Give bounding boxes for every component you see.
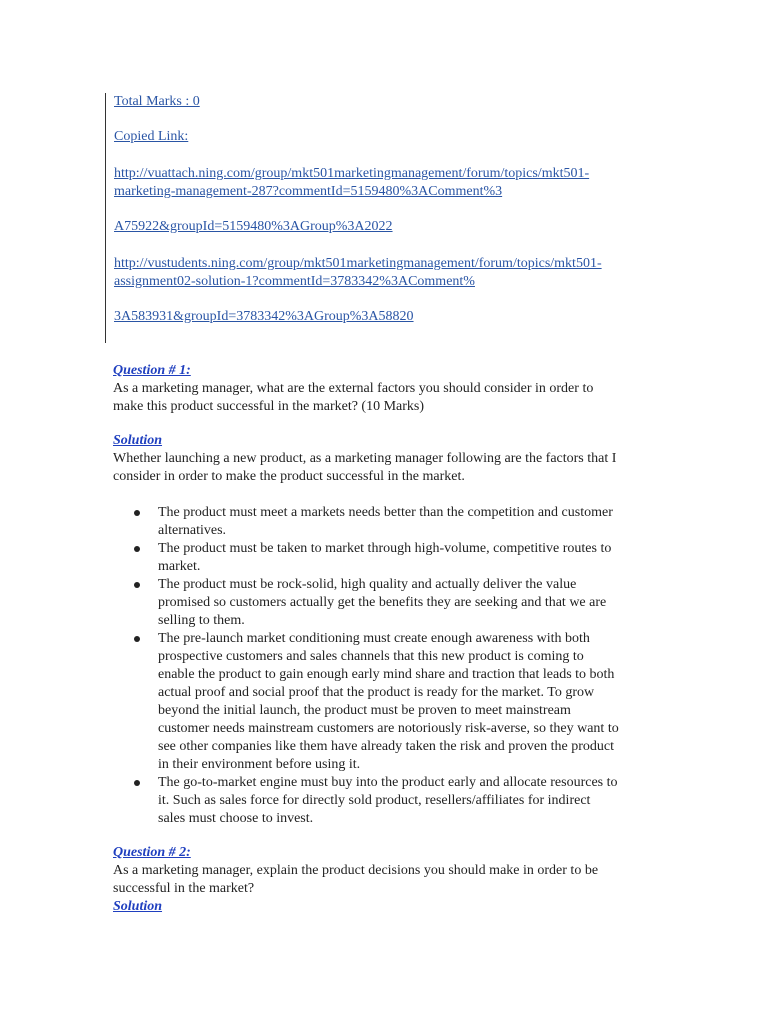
bullet-line: it. Such as sales force for directly sold product, resellers/affiliates for indirect xyxy=(158,793,591,808)
link2-line2[interactable]: assignment02-solution-1?commentId=3783342%3AComment% xyxy=(114,274,475,289)
question2-title: Question # 2: xyxy=(113,845,191,860)
bullet-item xyxy=(113,630,673,774)
header-block xyxy=(105,93,674,343)
question1-title: Question # 1: xyxy=(113,363,191,378)
total-marks: Total Marks : 0 xyxy=(114,94,200,109)
bullet-line: The go-to-market engine must buy into the product early and allocate resources to xyxy=(158,775,618,790)
link2-line1[interactable]: http://vustudents.ning.com/group/mkt501marketingmanagement/forum/topics/mkt501- xyxy=(114,256,602,271)
link1-line3[interactable]: A75922&groupId=5159480%3AGroup%3A2022 xyxy=(114,219,393,234)
question2-line1: As a marketing manager, explain the product decisions you should make in order to be xyxy=(113,863,599,878)
bullet-dot-icon xyxy=(134,636,140,642)
bullet-line: beyond the initial launch, the product must be proven to meet mainstream xyxy=(158,703,571,718)
bullet-line: prospective customers and sales channels that this new product is coming to xyxy=(158,649,584,664)
bullet-dot-icon xyxy=(134,510,140,516)
bullet-dot-icon xyxy=(134,546,140,552)
solution1-bullet-list xyxy=(113,504,673,828)
link1-line1[interactable]: http://vuattach.ning.com/group/mkt501marketingmanagement/forum/topics/mkt501- xyxy=(114,166,590,181)
question1-line2: make this product successful in the market? (10 Marks) xyxy=(113,399,425,414)
bullet-line: The pre-launch market conditioning must create enough awareness with both xyxy=(158,631,590,646)
bullet-dot-icon xyxy=(134,582,140,588)
bullet-line: The product must be rock-solid, high quality and actually deliver the value xyxy=(158,577,577,592)
bullet-line: see other companies like them have already taken the risk and proven the product xyxy=(158,739,614,754)
bullet-line: customer needs mainstream customers are notoriously risk-averse, so they want to xyxy=(158,721,619,736)
link1-line2[interactable]: marketing-management-287?commentId=5159480%3AComment%3 xyxy=(114,184,503,199)
copied-link-label: Copied Link: xyxy=(114,129,189,144)
bullet-item xyxy=(113,774,673,828)
solution2-title: Solution xyxy=(113,899,163,914)
bullet-line: promised so customers actually get the benefits they are seeking and that we are xyxy=(158,595,607,610)
bullet-item xyxy=(113,540,673,576)
bullet-line: sales must choose to invest. xyxy=(158,811,314,826)
bullet-item xyxy=(113,576,673,630)
bullet-line: actual proof and social proof that the product is ready for the market. To grow xyxy=(158,685,595,700)
spacer xyxy=(113,416,673,432)
bullet-line: in their environment before using it. xyxy=(158,757,361,772)
spacer xyxy=(113,828,673,844)
solution1-intro-line2: consider in order to make the product successful in the market. xyxy=(113,469,465,484)
content xyxy=(113,362,673,916)
bullet-item xyxy=(113,504,673,540)
question1-line1: As a marketing manager, what are the external factors you should consider in order to xyxy=(113,381,594,396)
link2-line3[interactable]: 3A583931&groupId=3783342%3AGroup%3A58820 xyxy=(114,309,414,324)
question2-line2: successful in the market? xyxy=(113,881,255,896)
bullet-line: The product must be taken to market through high-volume, competitive routes to xyxy=(158,541,612,556)
bullet-line: selling to them. xyxy=(158,613,245,628)
bullet-dot-icon xyxy=(134,780,140,786)
bullet-line: market. xyxy=(158,559,201,574)
solution1-intro-line1: Whether launching a new product, as a marketing manager following are the factors that I xyxy=(113,451,617,466)
bullet-line: enable the product to gain enough early mind share and traction that leads to both xyxy=(158,667,615,682)
solution1-title: Solution xyxy=(113,433,163,448)
bullet-line: alternatives. xyxy=(158,523,227,538)
bullet-line: The product must meet a markets needs better than the competition and customer xyxy=(158,505,613,520)
